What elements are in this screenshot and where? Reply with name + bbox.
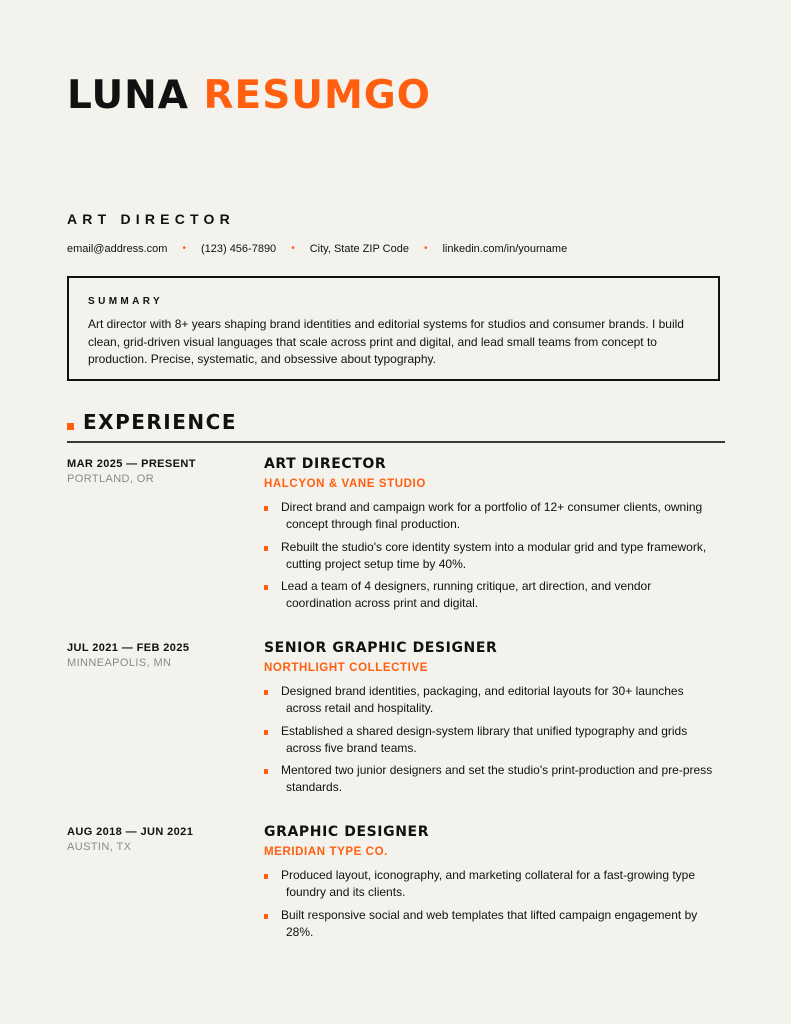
bullet-square-icon: [264, 506, 268, 511]
bullet-square-icon: [264, 546, 268, 551]
bullet-text: Mentored two junior designers and set the studio's print-production and pre-press standards.: [281, 763, 713, 794]
list-item: [264, 762, 719, 796]
job-meta: [67, 641, 247, 670]
list-item: [264, 723, 719, 757]
bullet-square-icon: [264, 769, 268, 774]
separator-dot-icon: •: [291, 243, 295, 254]
job-dates: AUG 2018 — JUN 2021: [67, 826, 194, 838]
bullet-text: Rebuilt the studio's core identity system into a modular grid and type framework, cutting project setup time by 40%.: [281, 539, 707, 571]
accent-square-icon: [67, 423, 74, 430]
job-title: SENIOR GRAPHIC DESIGNER: [264, 640, 498, 656]
section-divider: [67, 441, 725, 443]
list-item: [264, 499, 719, 533]
first-name: LUNA: [67, 73, 189, 118]
job-details: [264, 641, 719, 802]
contact-location: City, State ZIP Code: [309, 243, 409, 255]
experience-title: EXPERIENCE: [83, 410, 237, 434]
job-dates: MAR 2025 — PRESENT: [67, 458, 196, 470]
job-location: PORTLAND, OR: [67, 473, 155, 485]
job-details: [264, 457, 719, 618]
job-location: MINNEAPOLIS, MN: [67, 657, 172, 669]
bullet-square-icon: [264, 730, 268, 735]
job-dates: JUL 2021 — FEB 2025: [67, 642, 190, 654]
list-item: [264, 539, 719, 573]
job-company: MERIDIAN TYPE CO.: [264, 846, 388, 858]
job-title: GRAPHIC DESIGNER: [264, 824, 430, 840]
summary-box: [67, 276, 720, 381]
job-title: ART DIRECTOR: [264, 456, 387, 472]
summary-title: SUMMARY: [88, 296, 164, 307]
job-location: AUSTIN, TX: [67, 841, 132, 853]
list-item: [264, 907, 719, 941]
job-meta: [67, 825, 247, 854]
candidate-name: [67, 72, 431, 120]
contact-email[interactable]: email@address.com: [67, 243, 168, 255]
job-meta: [67, 457, 247, 486]
last-name: RESUMGO: [203, 73, 431, 118]
bullet-square-icon: [264, 690, 268, 695]
experience-header: [67, 410, 237, 434]
contact-linkedin[interactable]: linkedin.com/in/yourname: [442, 243, 568, 255]
bullet-text: Produced layout, iconography, and marketing collateral for a fast-growing type foundry and its clients.: [281, 868, 696, 899]
bullet-square-icon: [264, 914, 268, 919]
role-title: ART DIRECTOR: [67, 211, 235, 227]
bullet-text: Established a shared design-system library that unified typography and grids across five brand teams.: [281, 723, 688, 755]
list-item: [264, 867, 719, 901]
bullet-text: Direct brand and campaign work for a portfolio of 12+ consumer clients, owning concept through final production.: [281, 500, 703, 531]
bullet-text: Designed brand identities, packaging, and editorial layouts for 30+ launches across retail and hospitality.: [281, 684, 684, 715]
bullet-text: Built responsive social and web templates that lifted campaign engagement by 28%.: [281, 907, 698, 939]
contact-phone: (123) 456-7890: [200, 243, 277, 255]
list-item: [264, 683, 719, 717]
separator-dot-icon: •: [423, 243, 428, 254]
job-company: NORTHLIGHT COLLECTIVE: [264, 662, 429, 674]
bullet-text: Lead a team of 4 designers, running critique, art direction, and vendor coordination across print and digital.: [281, 579, 652, 610]
job-bullets: [264, 867, 719, 941]
bullet-square-icon: [264, 874, 268, 879]
list-item: [264, 578, 719, 612]
job-bullets: [264, 683, 719, 796]
bullet-square-icon: [264, 585, 268, 590]
job-details: [264, 825, 719, 946]
job-company: HALCYON & VANE STUDIO: [264, 478, 426, 490]
separator-dot-icon: •: [182, 243, 186, 254]
summary-text: Art director with 8+ years shaping brand identities and editorial systems for studios and consumer brands. I build clean, grid-driven visual languages that scale across print and digital, and lead small teams from concept to production. Precise, systematic, and obsessive about typography.: [88, 317, 684, 366]
contact-line: [67, 242, 567, 256]
job-bullets: [264, 499, 719, 612]
